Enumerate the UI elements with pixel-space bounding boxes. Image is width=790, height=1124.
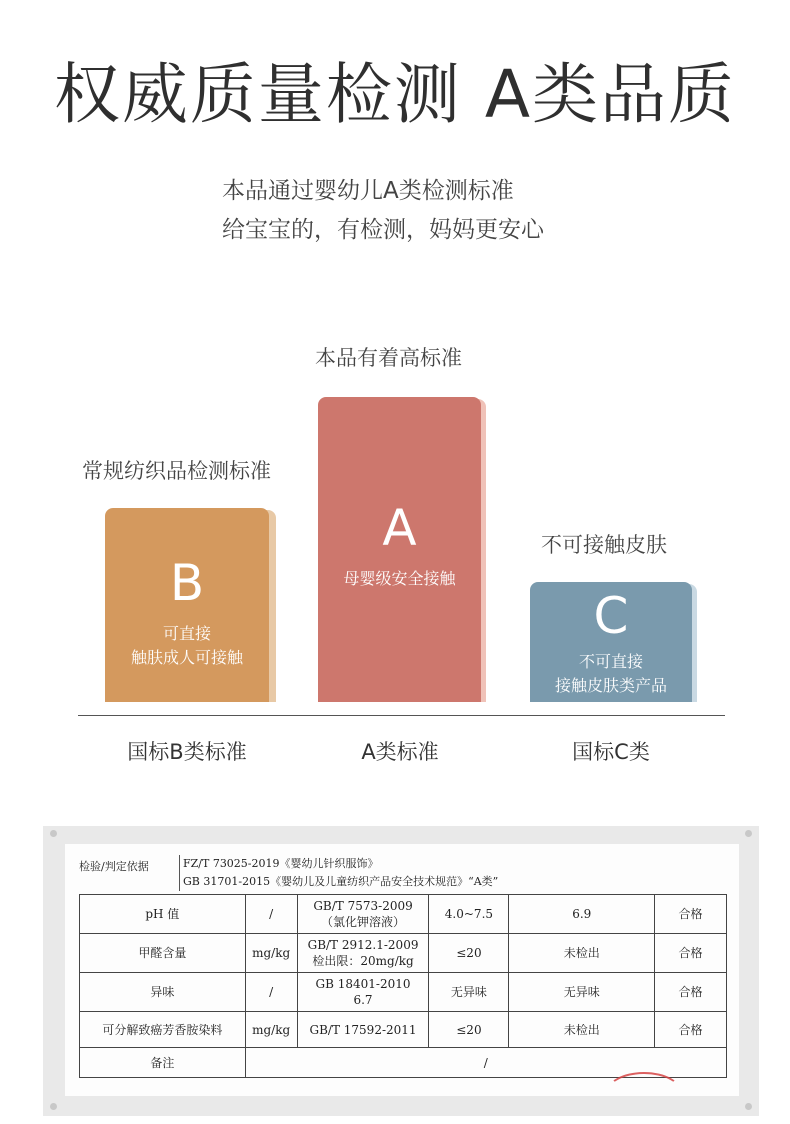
bar-b bbox=[105, 508, 269, 702]
cell-verdict: 合格 bbox=[655, 973, 727, 1012]
cell-item: pH 值 bbox=[80, 895, 246, 934]
cell-unit: mg/kg bbox=[245, 1012, 297, 1048]
cell-verdict: 合格 bbox=[655, 1012, 727, 1048]
cell-method: GB/T 17592-2011 bbox=[297, 1012, 429, 1048]
table-row bbox=[80, 1012, 727, 1048]
cell-item: 异味 bbox=[80, 973, 246, 1012]
subtitle-line-1: 本品通过婴幼儿A类检测标准 bbox=[222, 178, 514, 204]
cell-method bbox=[297, 934, 429, 973]
cell-unit: / bbox=[245, 973, 297, 1012]
cell-item: 可分解致癌芳香胺染料 bbox=[80, 1012, 246, 1048]
basis-label: 检验/判定依据 bbox=[79, 860, 149, 873]
basis-line-1: FZ/T 73025-2019《婴幼儿针织服饰》 bbox=[183, 857, 379, 870]
method-line-2: （氯化钾溶液） bbox=[321, 915, 406, 929]
method-line-2: 检出限：20mg/kg bbox=[312, 954, 414, 968]
subtitle bbox=[222, 172, 544, 250]
method-line-1: GB/T 7573-2009 bbox=[313, 899, 413, 913]
bar-b-desc-1: 可直接 bbox=[162, 624, 211, 643]
table-row bbox=[80, 973, 727, 1012]
page-title: 权威质量检测 A类品质 bbox=[53, 56, 737, 133]
bar-c-desc-2: 接触皮肤类产品 bbox=[554, 676, 667, 695]
bar-a-desc-1: 母婴级安全接触 bbox=[343, 569, 456, 588]
pin-bottom-left bbox=[50, 1103, 57, 1110]
method-line-1: GB 18401-2010 bbox=[315, 977, 411, 991]
cell-result: 未检出 bbox=[509, 1012, 655, 1048]
cell-remark-label: 备注 bbox=[80, 1048, 246, 1078]
cell-requirement: 无异味 bbox=[429, 973, 509, 1012]
table-row bbox=[80, 934, 727, 973]
test-results-table bbox=[79, 894, 727, 1078]
category-label-a: A类标准 bbox=[361, 740, 439, 764]
bar-b-letter: B bbox=[169, 554, 205, 612]
basis-line-2: GB 31701-2015《婴幼儿及儿童纺织产品安全技术规范》“A类” bbox=[183, 875, 499, 888]
method-line-2: 6.7 bbox=[353, 993, 373, 1007]
cell-requirement: ≤20 bbox=[429, 1012, 509, 1048]
pin-bottom-right bbox=[745, 1103, 752, 1110]
table-row bbox=[80, 895, 727, 934]
basis-divider bbox=[179, 855, 180, 891]
category-label-c: 国标C类 bbox=[572, 740, 650, 764]
cell-item: 甲醛含量 bbox=[80, 934, 246, 973]
bar-c-desc-1: 不可直接 bbox=[578, 652, 643, 671]
bar-a bbox=[318, 397, 481, 702]
category-label-b: 国标B类标准 bbox=[127, 740, 247, 764]
bar-c-letter: C bbox=[593, 587, 629, 645]
cell-result: 无异味 bbox=[509, 973, 655, 1012]
pin-top-right bbox=[745, 830, 752, 837]
bar-b-top-label: 常规纺织品检测标准 bbox=[82, 459, 271, 483]
cell-result: 6.9 bbox=[509, 895, 655, 934]
bar-c-top-label: 不可接触皮肤 bbox=[541, 533, 667, 557]
cell-requirement: ≤20 bbox=[429, 934, 509, 973]
method-line-1: GB/T 2912.1-2009 bbox=[307, 938, 419, 952]
chart-baseline bbox=[78, 715, 725, 716]
cell-verdict: 合格 bbox=[655, 934, 727, 973]
bar-a-top-label: 本品有着高标准 bbox=[315, 346, 462, 370]
pin-top-left bbox=[50, 830, 57, 837]
cell-requirement: 4.0~7.5 bbox=[429, 895, 509, 934]
cell-verdict: 合格 bbox=[655, 895, 727, 934]
cell-method bbox=[297, 895, 429, 934]
cell-remark-value: / bbox=[245, 1048, 726, 1078]
bar-c bbox=[530, 582, 692, 702]
red-seal-stamp bbox=[605, 1072, 683, 1116]
bar-b-desc-2: 触肤成人可接触 bbox=[130, 648, 243, 667]
basis-values bbox=[183, 855, 498, 891]
subtitle-line-2: 给宝宝的，有检测，妈妈更安心 bbox=[222, 217, 544, 243]
cell-result: 未检出 bbox=[509, 934, 655, 973]
cell-method bbox=[297, 973, 429, 1012]
test-report-paper bbox=[65, 844, 739, 1096]
bar-a-letter: A bbox=[382, 499, 417, 557]
cell-unit: mg/kg bbox=[245, 934, 297, 973]
cell-unit: / bbox=[245, 895, 297, 934]
